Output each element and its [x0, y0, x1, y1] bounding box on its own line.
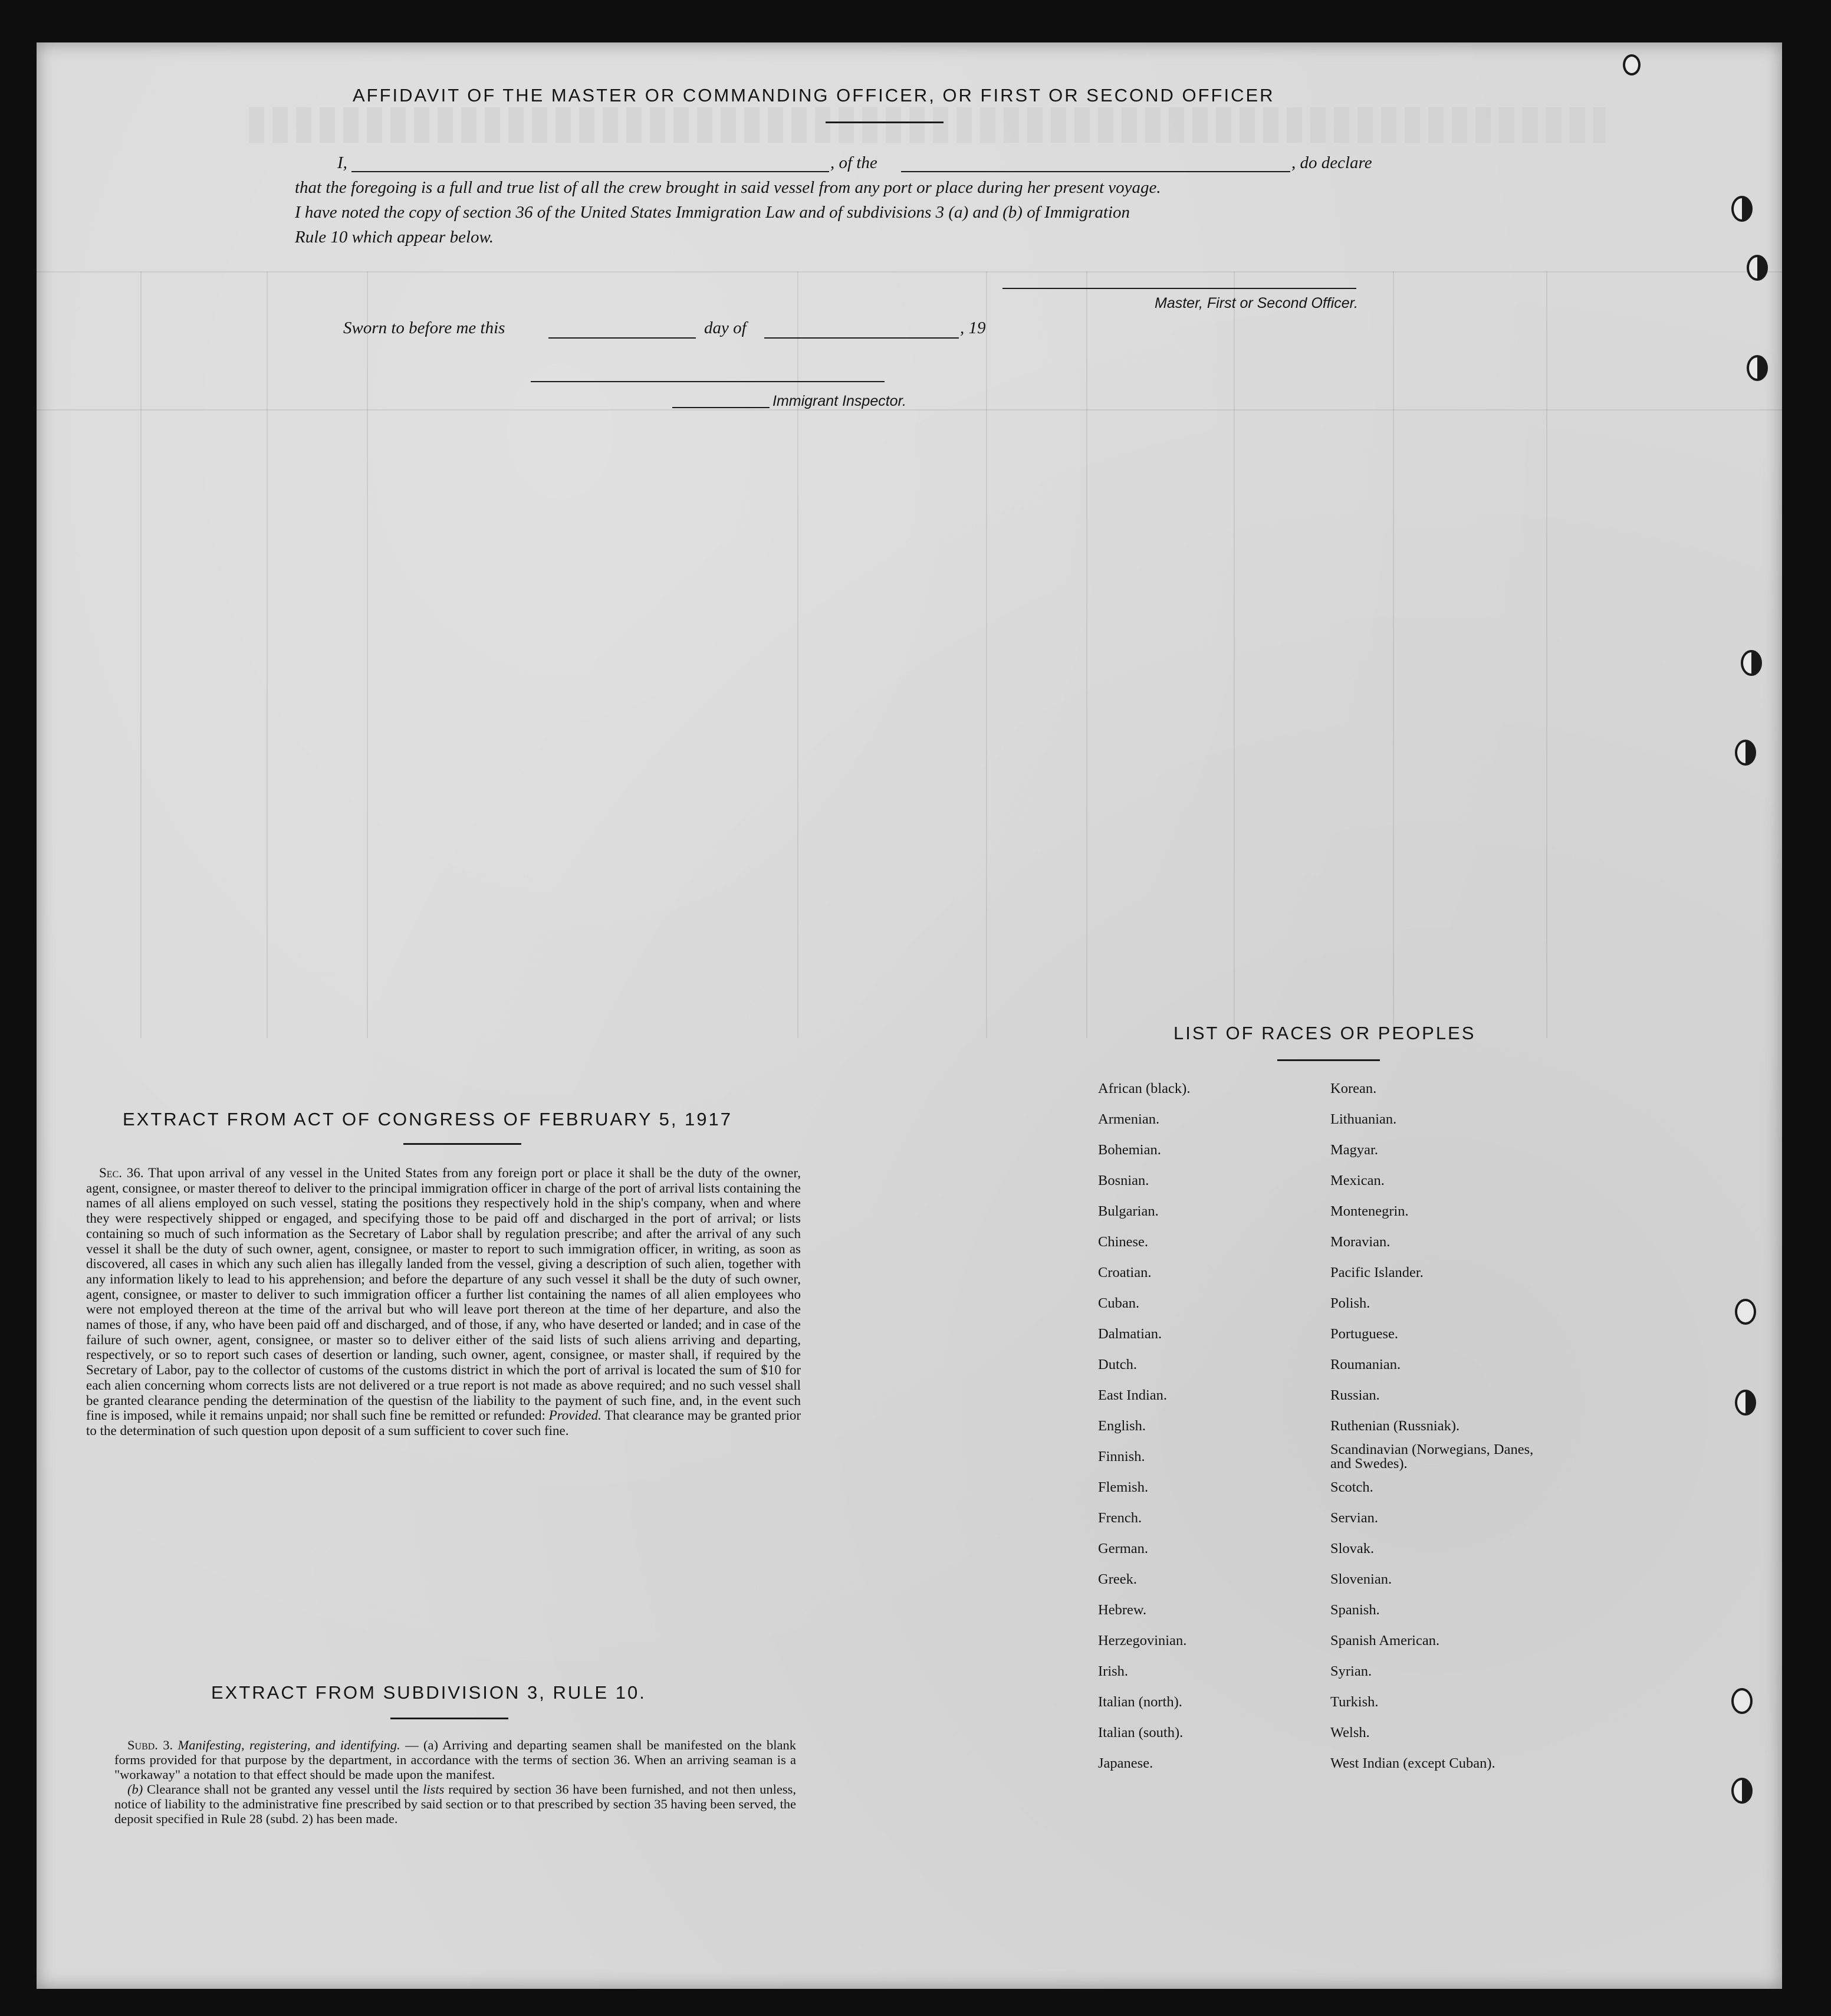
punch-hole — [1735, 1299, 1756, 1325]
sworn-text: Sworn to before me this — [343, 319, 505, 337]
races-right-column — [1330, 1073, 1549, 1779]
bleed-line — [1086, 271, 1087, 1038]
race-item: Montenegrin. — [1330, 1203, 1409, 1219]
affidavit-line-3: I have noted the copy of section 36 of the United States Immigration Law and of subdivisions 3 (a) and (b) of Immigration — [295, 203, 1130, 222]
race-item: Dalmatian. — [1098, 1326, 1162, 1342]
race-item: Hebrew. — [1098, 1602, 1147, 1618]
bleed-line — [367, 271, 368, 1038]
subd-para-a: — (a) Arriving and departing seamen shall be manifested on the blank forms provided for that purpose by the department, in accordance with the terms of section 36. When an arriving seaman is a "workaway" a notation to that effect should be made upon the manifest. — [114, 1738, 797, 1782]
race-item: Magyar. — [1330, 1142, 1378, 1158]
race-item: Servian. — [1330, 1510, 1378, 1526]
bleed-line — [37, 271, 1782, 272]
bleed-line — [267, 271, 268, 1038]
races-title: LIST OF RACES OR PEOPLES — [1173, 1023, 1476, 1043]
para-b-text: Clearance shall not be granted any vessel until the — [147, 1782, 419, 1797]
section-text-end: That clearance may be granted prior to the determination of such question upon deposit of a sum sufficient to cover such fine. — [86, 1408, 801, 1438]
rule-title-rule — [390, 1718, 508, 1719]
act-extract-title: EXTRACT FROM ACT OF CONGRESS OF FEBRUARY 5, 1917 — [123, 1109, 733, 1130]
punch-hole — [1735, 740, 1756, 766]
affidavit-line-2: that the foregoing is a full and true list of all the crew brought in said vessel from any port or place during her present voyage. — [295, 178, 1161, 197]
sworn-year: , 19 — [960, 319, 986, 337]
race-item: German. — [1098, 1541, 1149, 1557]
race-item: West Indian (except Cuban). — [1330, 1755, 1495, 1771]
race-item: Japanese. — [1098, 1755, 1153, 1771]
race-item: Cuban. — [1098, 1295, 1140, 1311]
race-item: Croatian. — [1098, 1265, 1152, 1280]
punch-hole — [1735, 1390, 1756, 1416]
section-text: That upon arrival of any vessel in the United States from any foreign port or place it shall be the duty of the owner, agent, consignee, or master thereof to deliver to the principal immigration officer in charge of the port of arrival lists containing the names of all aliens employed on such vessel, stating the positions they respectively hold in the ship's company, when and where they were respectively shipped or engaged, and specifying those to be paid off and discharged in the port of arrival; or lists containing so much of such information as the Secretary of Labor shall by regulation prescribe; and after the arrival of any such vessel it shall be the duty of such owner, agent, consignee, or master to report to such immigration officer, in writing, as soon as discovered, all cases in which any such alien has illegally landed from the vessel, giving a description of such alien, together with any information likely to lead to his apprehension; and before the departure of any such vessel it shall be the duty of such owner, agent, consignee, or master to deliver to such immigration officer a further list containing the names of all alien employees who were not employed thereon at the time of the arrival but who will leave port thereon at the time of her departure, and also the names of those, if any, who have been paid off and discharged, and of those, if any, who have deserted or landed; and in case of the failure of such owner, agent, consignee, or master so to deliver either of the said lists of such aliens arriving and departing, respectively, or so to report such cases of desertion or landing, such owner, agent, consignee, or master shall, if required by the Secretary of Labor, pay to the collector of customs of the customs district in which the port of arrival is located the sum of $10 for each alien concerning whom corrects lists are not delivered or a true report is not made as above required; and no such vessel shall be granted clearance pending the determination of the questisn of the liability to the payment of such fine, and, in the event such fine is imposed, while it remains unpaid; nor shall such fine be remitted or refunded: — [86, 1165, 801, 1423]
race-item: Bosnian. — [1098, 1173, 1149, 1188]
races-left-column — [1098, 1073, 1190, 1779]
provided-label: Provided. — [548, 1408, 601, 1423]
bleed-through-header — [249, 107, 1605, 143]
race-item: Turkish. — [1330, 1694, 1379, 1710]
subd-title: Manifesting, registering, and identifying. — [177, 1738, 400, 1752]
race-item: Spanish. — [1330, 1602, 1380, 1618]
sworn-day-of: day of — [704, 319, 747, 337]
race-item: Russian. — [1330, 1387, 1380, 1403]
para-b-text-end: required by section 36 have been furnished, and not then unless, notice of liability to the administrative fine prescribed by said section or to that prescribed by section 35 having been served, the deposit specified in Rule 28 (subd. 2) has been made. — [114, 1782, 797, 1826]
bleed-line — [1393, 271, 1394, 1038]
affidavit-of-the: , of the — [830, 153, 877, 172]
race-item: Herzegovinian. — [1098, 1633, 1187, 1649]
race-item: French. — [1098, 1510, 1142, 1526]
races-title-rule — [1277, 1059, 1380, 1061]
inspector-line — [531, 381, 885, 382]
race-item: Spanish American. — [1330, 1633, 1440, 1649]
race-item: Welsh. — [1330, 1725, 1370, 1741]
affidavit-title: AFFIDAVIT OF THE MASTER OR COMMANDING OFFICER, OR FIRST OR SECOND OFFICER — [353, 85, 1275, 106]
race-item: Roumanian. — [1330, 1357, 1401, 1373]
race-item: East Indian. — [1098, 1387, 1168, 1403]
race-item: Italian (south). — [1098, 1725, 1184, 1741]
race-item: Bulgarian. — [1098, 1203, 1159, 1219]
race-item: English. — [1098, 1418, 1146, 1434]
punch-hole — [1747, 355, 1768, 381]
affidavit-i: I, — [337, 153, 347, 172]
race-item: Slovenian. — [1330, 1571, 1392, 1587]
race-item: Dutch. — [1098, 1357, 1137, 1373]
race-item: Mexican. — [1330, 1173, 1385, 1188]
race-item: Italian (north). — [1098, 1694, 1182, 1710]
inspector-label: Immigrant Inspector. — [772, 393, 906, 409]
act-extract-body — [86, 1165, 801, 1439]
rule-extract-body — [114, 1738, 796, 1826]
race-item: Korean. — [1330, 1081, 1377, 1096]
race-item: Armenian. — [1098, 1111, 1160, 1127]
bleed-line — [986, 271, 987, 1038]
rule-extract-title: EXTRACT FROM SUBDIVISION 3, RULE 10. — [211, 1682, 646, 1703]
punch-hole — [1731, 1688, 1753, 1714]
race-item: Slovak. — [1330, 1541, 1375, 1557]
bleed-line — [140, 271, 142, 1038]
race-item: Ruthenian (Russniak). — [1330, 1418, 1460, 1434]
subd-label: Subd. 3. — [127, 1738, 173, 1752]
race-item: Irish. — [1098, 1663, 1129, 1679]
punch-hole — [1747, 255, 1768, 281]
bleed-line — [1546, 271, 1547, 1038]
vessel-blank — [901, 171, 1290, 172]
race-item: Syrian. — [1330, 1663, 1372, 1679]
race-item: Chinese. — [1098, 1234, 1149, 1250]
race-item: Finnish. — [1098, 1449, 1145, 1465]
race-item: Scandinavian (Norwegians, Danes, and Swedes). — [1330, 1442, 1534, 1472]
month-blank — [764, 337, 959, 339]
race-item: Polish. — [1330, 1295, 1370, 1311]
act-title-rule — [403, 1143, 521, 1145]
race-item: Lithuanian. — [1330, 1111, 1397, 1127]
day-blank — [548, 337, 696, 339]
affidavit-declare: , do declare — [1291, 153, 1372, 172]
race-item: Greek. — [1098, 1571, 1137, 1587]
name-blank — [351, 171, 829, 172]
bleed-line — [797, 271, 798, 1038]
punch-hole — [1731, 1778, 1753, 1804]
punch-hole — [1731, 196, 1753, 222]
title-rule — [826, 122, 944, 123]
signature-line — [1002, 288, 1356, 289]
race-item: Pacific Islander. — [1330, 1265, 1424, 1280]
para-b-lists: lists — [423, 1782, 445, 1797]
bleed-line — [37, 409, 1782, 411]
punch-hole — [1623, 54, 1641, 75]
para-b-label: (b) — [127, 1782, 143, 1797]
section-label: Sec. 36. — [99, 1165, 144, 1180]
signature-label: Master, First or Second Officer. — [1155, 295, 1359, 311]
race-item: Bohemian. — [1098, 1142, 1161, 1158]
punch-hole — [1741, 650, 1762, 676]
race-item: Flemish. — [1098, 1479, 1149, 1495]
affidavit-line-4: Rule 10 which appear below. — [295, 228, 494, 247]
bleed-line — [1234, 271, 1235, 1038]
race-item: Portuguese. — [1330, 1326, 1398, 1342]
race-item: Scotch. — [1330, 1479, 1373, 1495]
race-item: African (black). — [1098, 1081, 1191, 1096]
race-item: Moravian. — [1330, 1234, 1390, 1250]
inspector-short-line — [672, 407, 770, 408]
